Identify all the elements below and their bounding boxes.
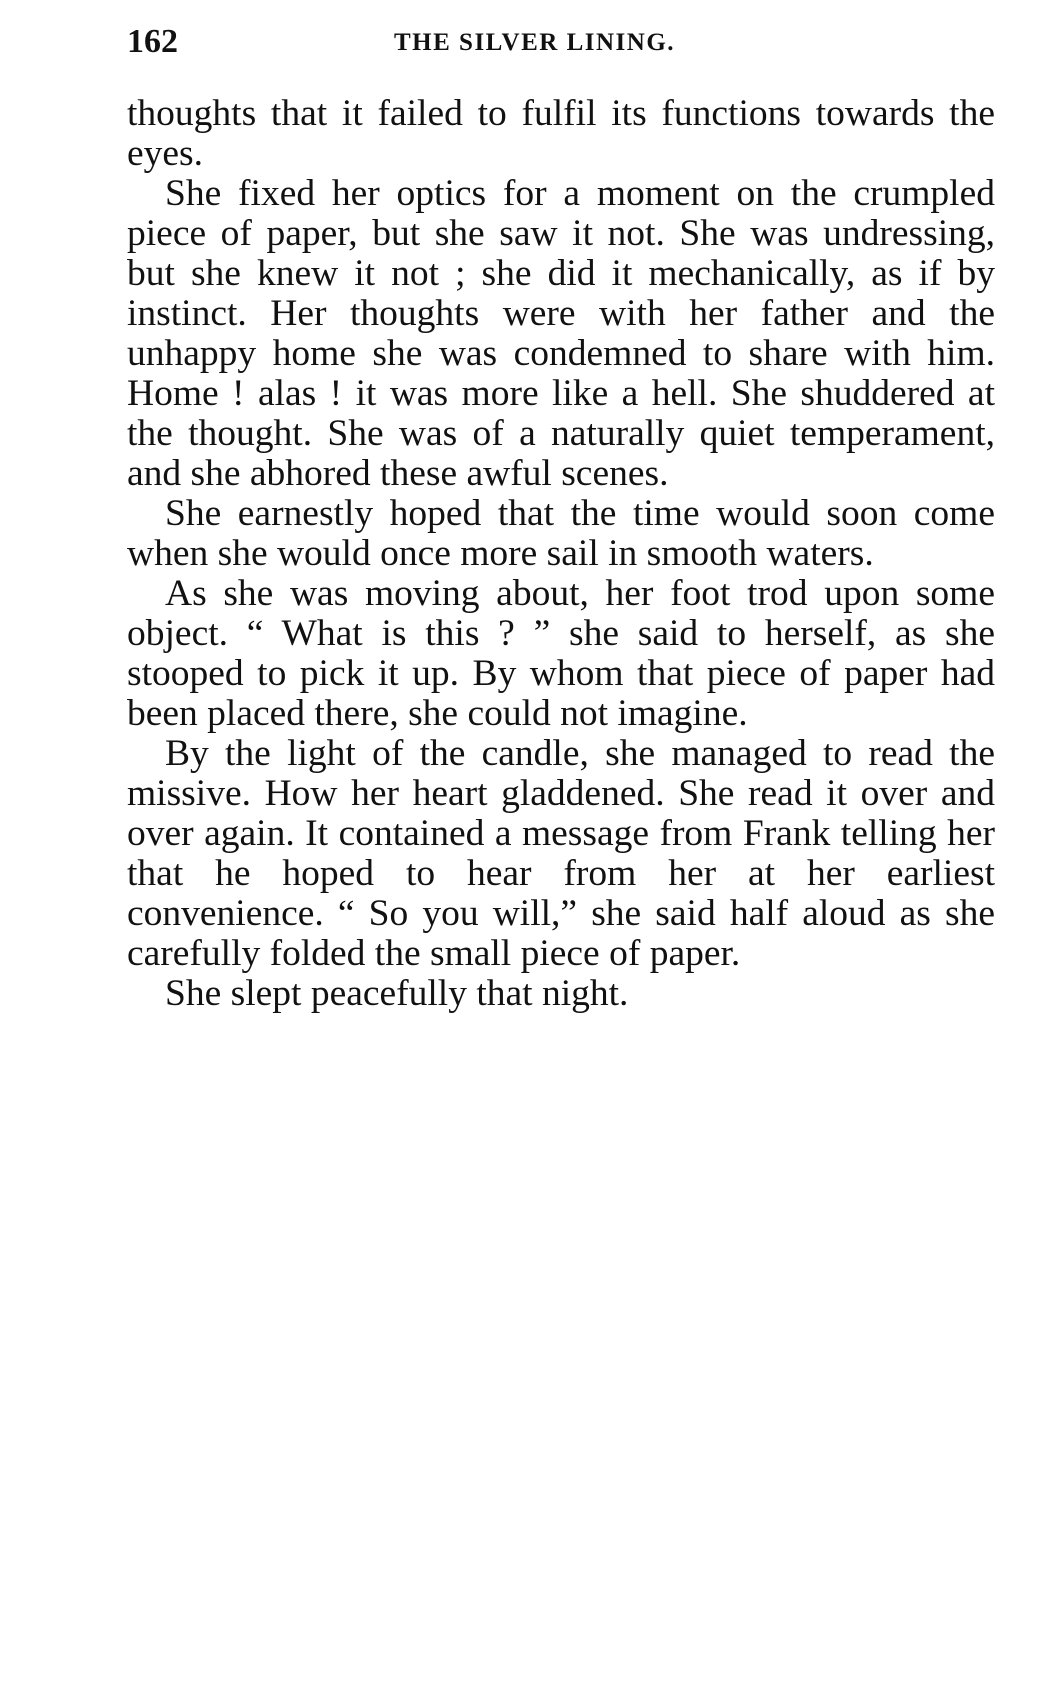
paragraph: She earnestly hoped that the time would soon come when she would once more sail in smooth waters. [127, 493, 995, 574]
paragraph: By the light of the candle, she managed to read the missive. How her heart gladdened. She read it over and over again. It contained a message from Frank telling her that he hoped to hear from her at her earliest convenience. “ So you will,” she said half aloud as she carefully folded the small piece of paper. [127, 733, 995, 974]
paragraph-continued: thoughts that it failed to fulfil its functions towards the eyes. [127, 93, 995, 174]
paragraph: She fixed her optics for a moment on the crumpled piece of paper, but she saw it not. She was undressing, but she knew it not ; she did it mechanically, as if by instinct. Her thoughts were with her father and the unhappy home she was condemned to share with him. Home ! alas ! it was more like a hell. She shuddered at the thought. She was of a naturally quiet temperament, and she abhored these awful scenes. [127, 173, 995, 494]
paragraph: She slept peacefully that night. [165, 973, 629, 1014]
running-head [127, 22, 992, 62]
paragraph: As she was moving about, her foot trod upon some object. “ What is this ? ” she said to herself, as she stooped to pick it up. By whom that piece of paper had been placed there, she could not imagine. [127, 573, 995, 734]
body-text [127, 94, 995, 1014]
page-number: 162 [127, 23, 178, 60]
running-title: THE SILVER LINING. [394, 29, 676, 56]
